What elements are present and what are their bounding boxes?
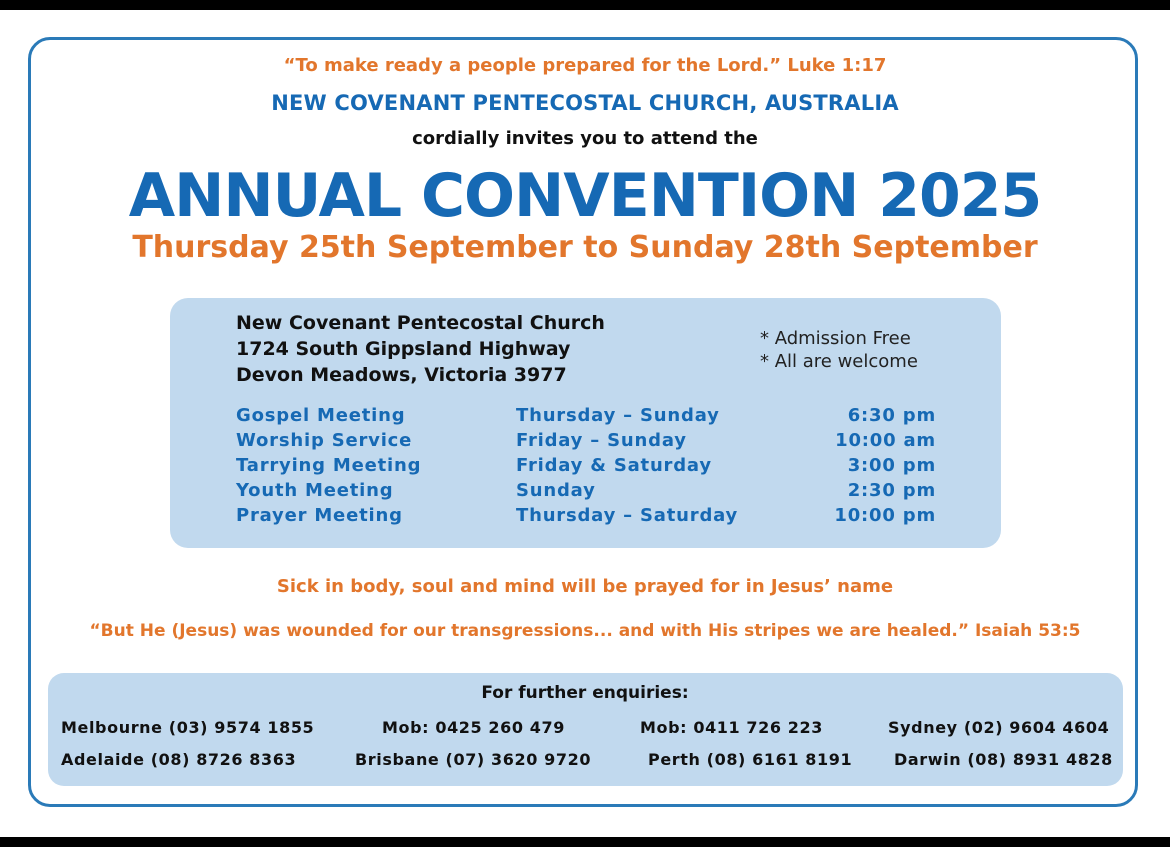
welcome-note: * All are welcome [760, 351, 918, 372]
meeting-name: Youth Meeting [236, 480, 394, 501]
meeting-time: 10:00 pm [834, 505, 936, 526]
schedule-row [0, 480, 1170, 505]
address-line-1: New Covenant Pentecostal Church [236, 312, 605, 334]
meeting-time: 2:30 pm [847, 480, 936, 501]
address-line-2: 1724 South Gippsland Highway [236, 338, 571, 360]
header-verse: “To make ready a people prepared for the Lord.” Luke 1:17 [283, 55, 887, 76]
schedule-row [0, 505, 1170, 530]
contact-melbourne: Melbourne (03) 9574 1855 [61, 718, 315, 737]
contact-perth: Perth (08) 6161 8191 [648, 750, 853, 769]
enquiries-title: For further enquiries: [481, 683, 689, 703]
contact-mobile-1: Mob: 0425 260 479 [382, 718, 566, 737]
contact-darwin: Darwin (08) 8931 4828 [894, 750, 1113, 769]
healing-line: Sick in body, soul and mind will be prayed for in Jesus’ name [276, 576, 894, 597]
meeting-name: Prayer Meeting [236, 505, 403, 526]
meeting-time: 3:00 pm [847, 455, 936, 476]
meeting-time: 10:00 am [835, 430, 936, 451]
meeting-name: Tarrying Meeting [236, 455, 422, 476]
schedule-row [0, 405, 1170, 430]
contact-sydney: Sydney (02) 9604 4604 [888, 718, 1110, 737]
healing-verse: “But He (Jesus) was wounded for our transgressions... and with His stripes we are healed.” Isaiah 53:5 [89, 621, 1081, 641]
meeting-days: Friday & Saturday [516, 455, 712, 476]
address-line-3: Devon Meadows, Victoria 3977 [236, 364, 567, 386]
contact-brisbane: Brisbane (07) 3620 9720 [355, 750, 592, 769]
event-dates: Thursday 25th September to Sunday 28th September [132, 230, 1038, 265]
invite-line: cordially invites you to attend the [412, 128, 758, 149]
contact-adelaide: Adelaide (08) 8726 8363 [61, 750, 297, 769]
meeting-days: Thursday – Sunday [516, 405, 720, 426]
meeting-days: Thursday – Saturday [516, 505, 739, 526]
meeting-name: Gospel Meeting [236, 405, 406, 426]
contact-mobile-2: Mob: 0411 726 223 [640, 718, 824, 737]
meeting-time: 6:30 pm [847, 405, 936, 426]
event-title: ANNUAL CONVENTION 2025 [128, 161, 1042, 231]
schedule-row [0, 455, 1170, 480]
meeting-days: Sunday [516, 480, 596, 501]
admission-note: * Admission Free [760, 328, 911, 349]
church-name: NEW COVENANT PENTECOSTAL CHURCH, AUSTRALIA [271, 91, 899, 115]
schedule-row [0, 430, 1170, 455]
meeting-days: Friday – Sunday [516, 430, 687, 451]
meeting-name: Worship Service [236, 430, 413, 451]
